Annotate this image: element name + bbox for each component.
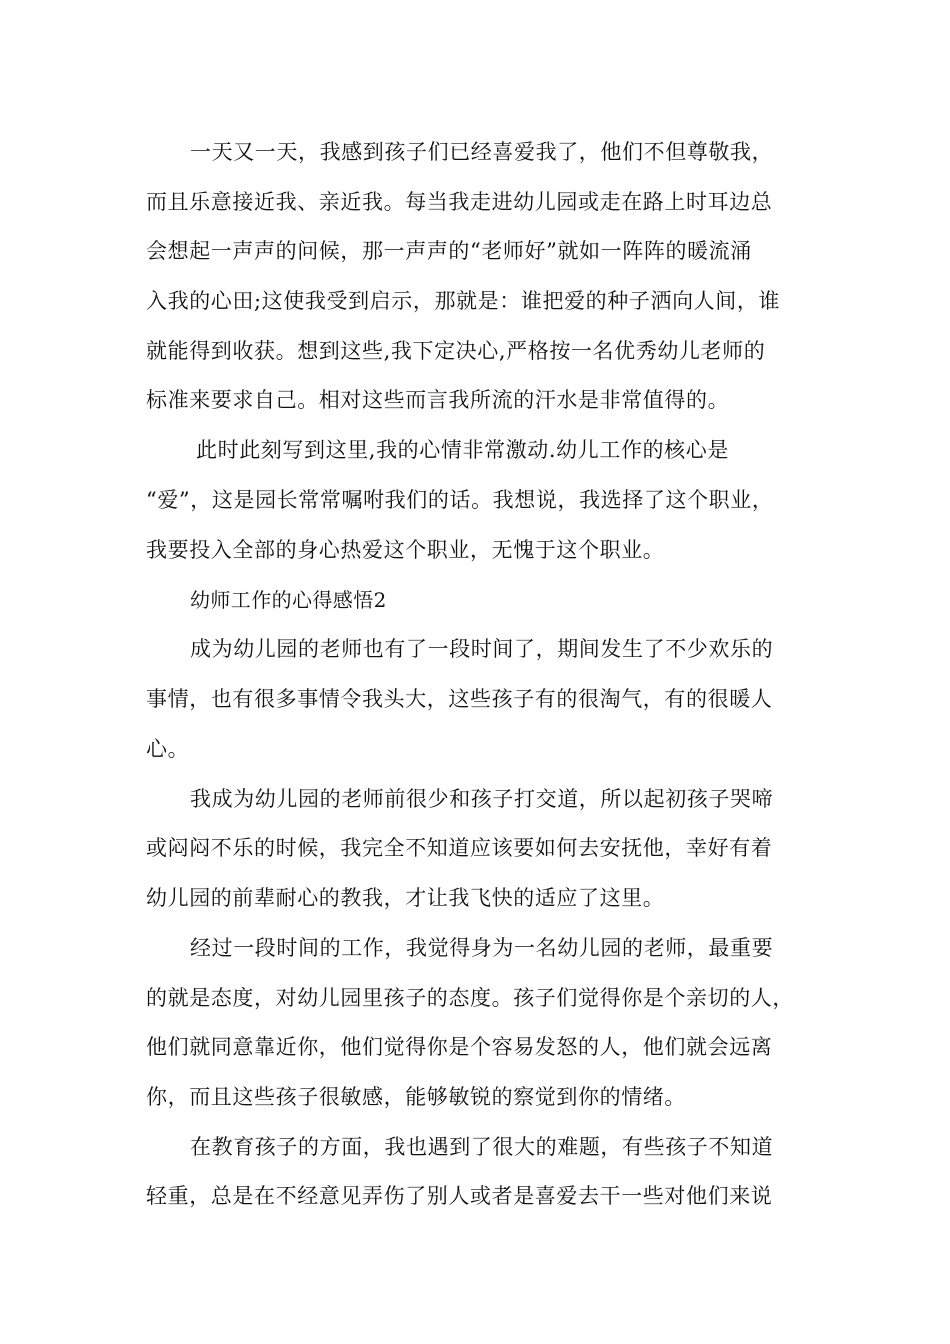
text-line: 标准来要求自己。相对这些而言我所流的汗水是非常值得的。 (146, 388, 730, 412)
text-line: 经过一段时间的工作，我觉得身为一名幼儿园的老师，最重要 (190, 936, 774, 960)
section-heading: 幼师工作的心得感悟2 (190, 588, 387, 612)
text-line: 事情，也有很多事情令我头大，这些孩子有的很淘气，有的很暖人 (146, 687, 773, 711)
text-line: 幼儿园的前辈耐心的教我，才让我飞快的适应了这里。 (146, 886, 665, 910)
text-line: 你，而且这些孩子很敏感，能够敏锐的察觉到你的情绪。 (146, 1085, 686, 1109)
text-line: “爱”，这是园长常常嘱咐我们的话。我想说，我选择了这个职业， (146, 488, 774, 512)
text-line: 一天又一天，我感到孩子们已经喜爱我了，他们不但尊敬我， (190, 140, 774, 164)
text-line: 会想起一声声的问候，那一声声的“老师好”就如一阵阵的暖流涌 (146, 239, 752, 263)
text-line: 的就是态度，对幼儿园里孩子的态度。孩子们觉得你是个亲切的人， (146, 986, 794, 1010)
text-line: 此时此刻写到这里,我的心情非常激动.幼儿工作的核心是 (196, 438, 729, 462)
text-line: 他们就同意靠近你，他们觉得你是个容易发怒的人，他们就会远离 (146, 1035, 773, 1059)
text-line: 而且乐意接近我、亲近我。每当我走进幼儿园或走在路上时耳边总 (146, 190, 773, 214)
text-line: 或闷闷不乐的时候，我完全不知道应该要如何去安抚他，幸好有着 (146, 836, 773, 860)
text-line: 在教育孩子的方面，我也遇到了很大的难题，有些孩子不知道 (190, 1135, 774, 1159)
text-line: 我要投入全部的身心热爱这个职业，无愧于这个职业。 (146, 538, 665, 562)
text-line: 就能得到收获。想到这些,我下定决心,严格按一名优秀幼儿老师的 (146, 339, 766, 363)
text-line: 轻重，总是在不经意见弄伤了别人或者是喜爱去干一些对他们来说 (146, 1184, 773, 1208)
text-line: 入我的心田;这使我受到启示，那就是：谁把爱的种子洒向人间，谁 (146, 289, 781, 313)
text-line: 成为幼儿园的老师也有了一段时间了，期间发生了不少欢乐的 (190, 637, 774, 661)
text-line: 心。 (146, 737, 190, 761)
text-line: 我成为幼儿园的老师前很少和孩子打交道，所以起初孩子哭啼 (190, 787, 774, 811)
